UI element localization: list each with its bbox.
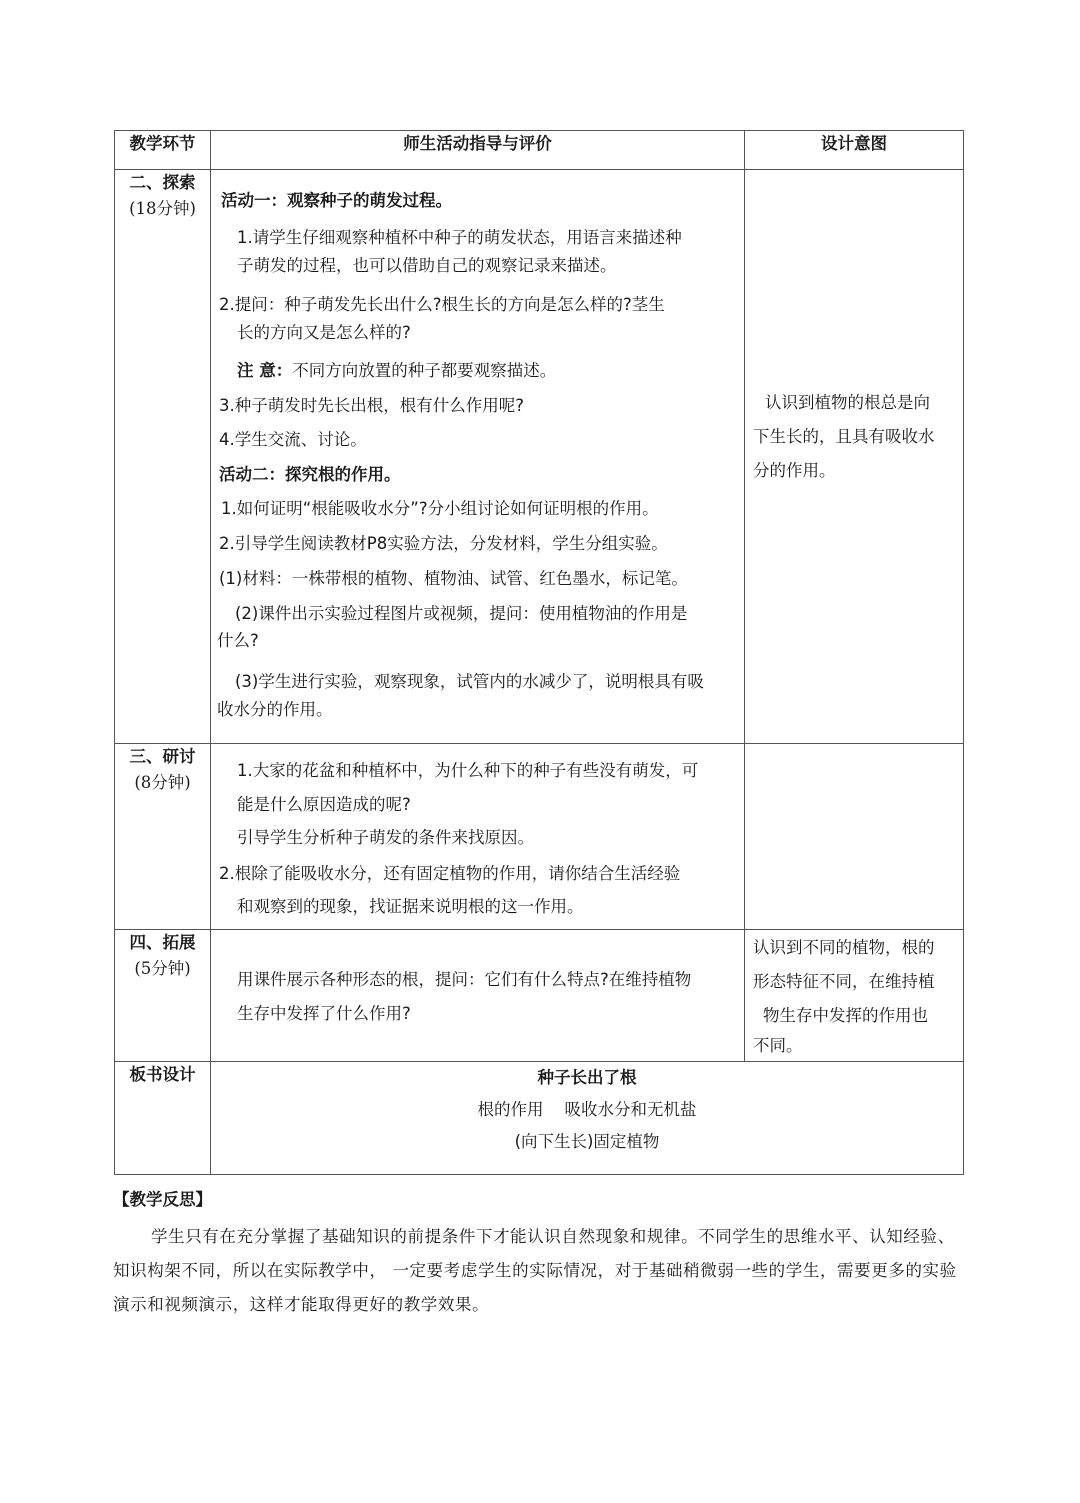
table-row-extend [115,930,964,1062]
board-line: (向下生长)固定植物 [514,1132,660,1151]
intent-line: 认识到不同的植物，根的 [753,938,935,957]
stage-name: 二、探索 [129,173,196,192]
stage-time: (5分钟) [134,958,191,978]
activity-line: 收水分的作用。 [217,700,333,719]
activity-line: 1.请学生仔细观察种植杯中种子的萌发状态，用语言来描述种 [237,228,682,247]
intent-cell-extend [745,930,964,1062]
note-text: 不同方向放置的种子都要观察描述。 [292,361,557,380]
table-header-row [115,131,964,170]
activity-cell-extend [211,930,745,1062]
board-design-cell [211,1062,964,1175]
stage-cell-extend [115,930,211,1062]
activity-heading: 活动二：探究根的作用。 [219,465,401,484]
table-row-board [115,1062,964,1175]
activity-line: 生存中发挥了什么作用? [237,1004,411,1023]
activity-line: 和观察到的现象，找证据来说明根的这一作用。 [237,897,584,916]
activity-cell-explore [211,170,745,744]
activity-line: (2)课件出示实验过程图片或视频，提问：使用植物油的作用是 [235,604,688,623]
stage-cell-explore [115,170,211,744]
header-activity: 师生活动指导与评价 [211,131,745,170]
table-row-discuss [115,744,964,930]
activity-line: 引导学生分析种子萌发的条件来找原因。 [237,828,534,847]
intent-line: 分的作用。 [753,460,836,480]
reflection-text: 学生只有在充分掌握了基础知识的前提条件下才能认识自然现象和规律。不同学生的思维水平、认知经验、知识构架不同，所以在实际教学中， 一定要考虑学生的实际情况，对于基础稍微弱一些的学生，需要更多的实验演示和视频演示，这样才能取得更好的教学效果。 [113,1227,957,1314]
stage-time: (18分钟) [129,198,196,218]
activity-line: 子萌发的过程，也可以借助自己的观察记录来描述。 [237,256,617,275]
activity-cell-discuss [211,744,745,930]
activity-line: 2.引导学生阅读教材P8实验方法，分发材料，学生分组实验。 [219,534,668,553]
intent-line: 物生存中发挥的作用也 [763,1006,928,1025]
activity-line: 1.如何证明“根能吸收水分”?分小组讨论如何证明根的作用。 [221,499,659,518]
activity-line: 4.学生交流、讨论。 [219,430,367,449]
activity-line: 长的方向又是怎么样的? [237,323,411,342]
note-line [237,358,556,384]
board-title: 种子长出了根 [537,1068,637,1087]
header-intent: 设计意图 [745,131,964,170]
stage-name: 板书设计 [129,1065,196,1084]
activity-line: 3.种子萌发时先长出根，根有什么作用呢? [219,396,525,415]
stage-name: 三、研讨 [129,747,196,766]
activity-heading: 活动一：观察种子的萌发过程。 [221,191,452,210]
activity-line: 什么? [217,631,259,650]
activity-line: 2.提问：种子萌发先长出什么?根生长的方向是怎么样的?茎生 [219,295,665,314]
board-line: 根的作用 吸收水分和无机盐 [477,1100,697,1119]
intent-line: 下生长的，且具有吸收水 [753,426,935,446]
intent-line: 形态特征不同，在维持植 [753,972,935,991]
table-row-explore [115,170,964,744]
activity-line: (3)学生进行实验，观察现象，试管内的水减少了，说明根具有吸 [235,672,704,691]
intent-line: 不同。 [753,1036,803,1055]
activity-line: 2.根除了能吸收水分，还有固定植物的作用，请你结合生活经验 [219,864,681,883]
reflection-title: 【教学反思】 [113,1190,212,1209]
activity-line: 用课件展示各种形态的根，提问：它们有什么特点?在维持植物 [237,970,692,989]
intent-cell-explore [745,170,964,744]
activity-line: 1.大家的花盆和种植杯中，为什么种下的种子有些没有萌发，可 [237,761,699,780]
activity-line: (1)材料：一株带根的植物、植物油、试管、红色墨水，标记笔。 [219,569,688,588]
stage-cell-board [115,1062,211,1175]
header-stage: 教学环节 [115,131,211,170]
intent-line: 认识到植物的根总是向 [765,392,930,412]
reflection-paragraph [113,1220,963,1322]
stage-time: (8分钟) [134,772,191,792]
lesson-plan-table [114,130,964,1175]
stage-cell-discuss [115,744,211,930]
stage-name: 四、拓展 [129,933,196,952]
intent-cell-discuss [745,744,964,930]
note-label: 注 意： [237,361,293,380]
activity-line: 能是什么原因造成的呢? [237,795,411,814]
